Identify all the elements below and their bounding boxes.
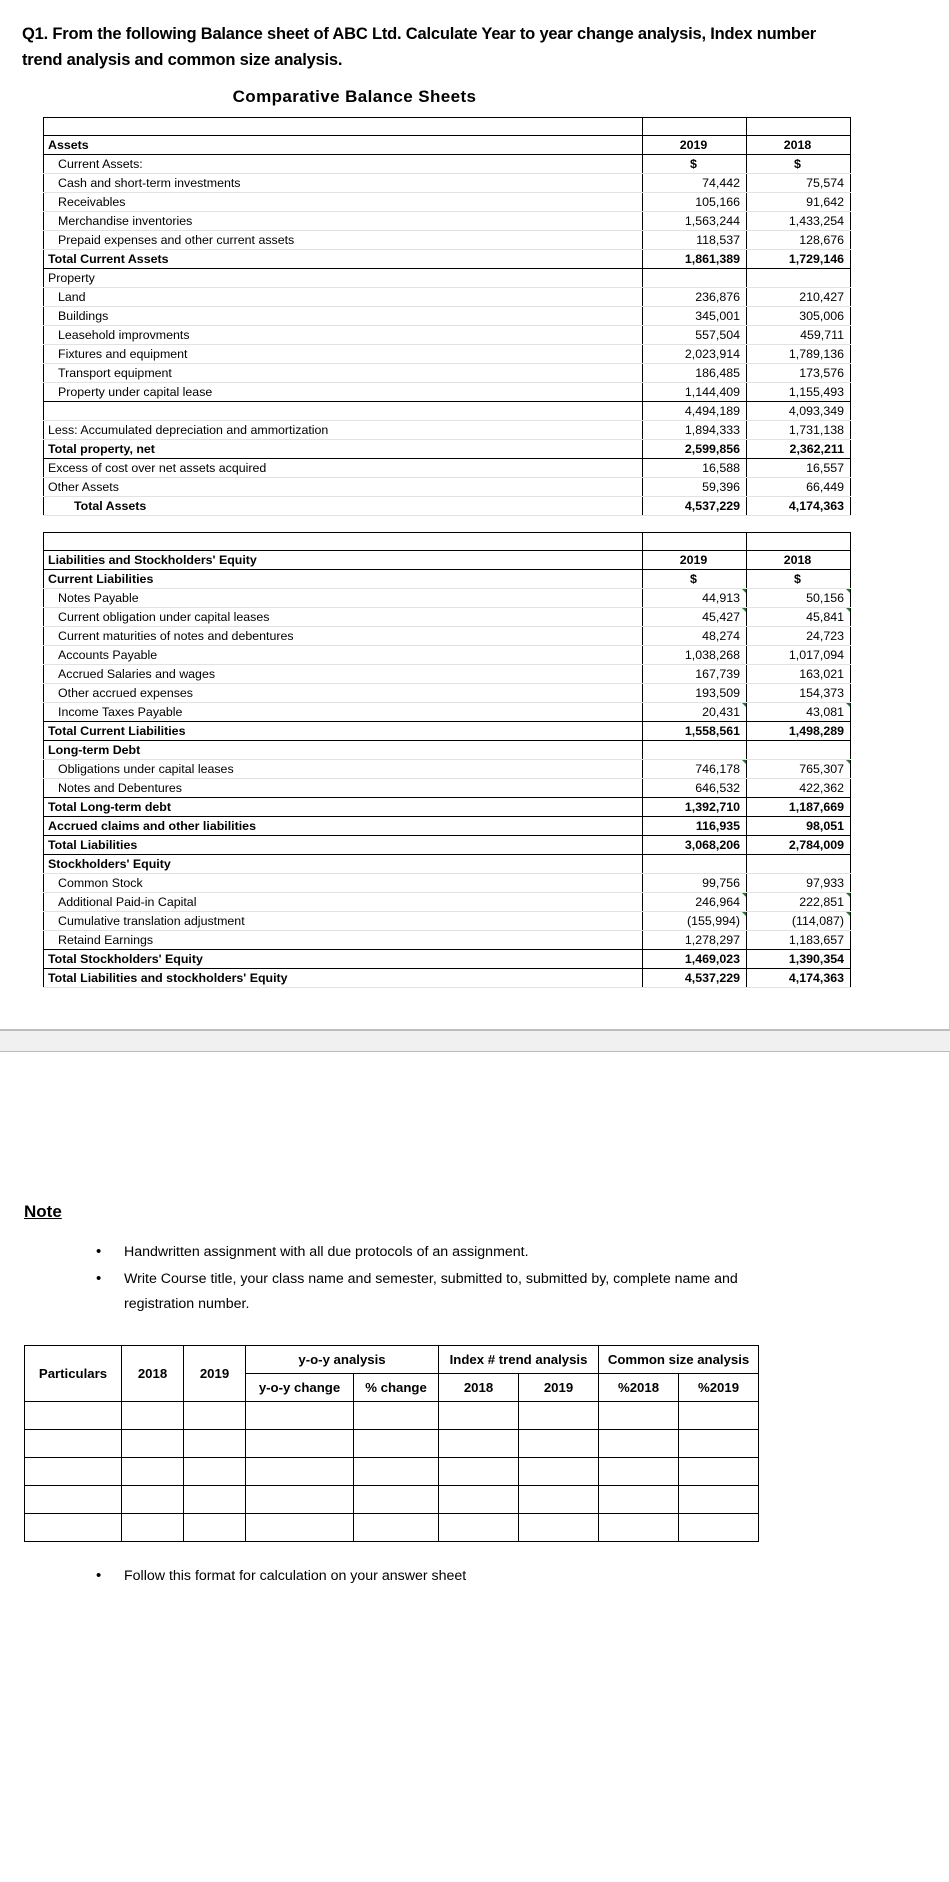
liabilities-gap-2018 <box>747 533 851 551</box>
analysis-cell-r0-c0[interactable] <box>25 1402 122 1430</box>
liabilities-row-9-label: Obligations under capital leases <box>44 760 643 779</box>
assets-row-11-label: Property under capital lease <box>44 383 643 402</box>
table-row <box>44 440 851 459</box>
page-two <box>0 1052 950 1882</box>
col-group-common-size: Common size analysis <box>599 1346 759 1374</box>
analysis-cell-r2-c3[interactable] <box>246 1458 354 1486</box>
liabilities-header-2019: 2019 <box>643 551 747 570</box>
assets-currency-2019: $ <box>643 155 747 174</box>
col-2018: 2018 <box>122 1346 184 1402</box>
analysis-cell-r1-c7[interactable] <box>599 1430 679 1458</box>
table-row <box>44 798 851 817</box>
liabilities-row-10-label: Notes and Debentures <box>44 779 643 798</box>
liabilities-row-18-2019: 1,278,297 <box>643 931 747 950</box>
assets-row-15-2018: 16,557 <box>747 459 851 478</box>
table-row <box>44 931 851 950</box>
col-common-2019: %2019 <box>679 1374 759 1402</box>
assets-row-6-label: Land <box>44 288 643 307</box>
assets-header-2018: 2018 <box>747 136 851 155</box>
liabilities-row-18-label: Retaind Earnings <box>44 931 643 950</box>
col-group-index-trend: Index # trend analysis <box>439 1346 599 1374</box>
assets-row-13-2018: 1,731,138 <box>747 421 851 440</box>
table-row <box>44 703 851 722</box>
analysis-empty-row[interactable] <box>25 1430 759 1458</box>
analysis-empty-row[interactable] <box>25 1514 759 1542</box>
liabilities-table <box>43 532 851 988</box>
liabilities-top-gap-row <box>44 533 851 551</box>
assets-row-7-label: Buildings <box>44 307 643 326</box>
liabilities-row-20-label: Total Liabilities and stockholders' Equity <box>44 969 643 988</box>
analysis-cell-r2-c2[interactable] <box>184 1458 246 1486</box>
liabilities-table-body <box>44 533 851 988</box>
assets-row-1-2018: 91,642 <box>747 193 851 212</box>
liabilities-row-15-label: Common Stock <box>44 874 643 893</box>
analysis-cell-r4-c8[interactable] <box>679 1514 759 1542</box>
assets-row-8-2018: 459,711 <box>747 326 851 345</box>
analysis-empty-row[interactable] <box>25 1458 759 1486</box>
col-common-2018: %2018 <box>599 1374 679 1402</box>
table-row <box>44 364 851 383</box>
table-row <box>44 307 851 326</box>
analysis-cell-r1-c8[interactable] <box>679 1430 759 1458</box>
assets-row-6-2018: 210,427 <box>747 288 851 307</box>
liabilities-row-13-2018: 2,784,009 <box>747 836 851 855</box>
col-particulars: Particulars <box>25 1346 122 1402</box>
table-row <box>44 288 851 307</box>
assets-row-12-2018: 4,093,349 <box>747 402 851 421</box>
liabilities-gap-2019 <box>643 533 747 551</box>
assets-row-17-2018: 4,174,363 <box>747 497 851 516</box>
assets-header-row <box>44 136 851 155</box>
analysis-cell-r2-c7[interactable] <box>599 1458 679 1486</box>
liabilities-row-14-2019 <box>643 855 747 874</box>
liabilities-row-19-2019: 1,469,023 <box>643 950 747 969</box>
table-row <box>44 589 851 608</box>
analysis-table-head <box>25 1346 759 1402</box>
assets-row-13-label: Less: Accumulated depreciation and ammortization <box>44 421 643 440</box>
liabilities-header-row <box>44 551 851 570</box>
table-row <box>44 497 851 516</box>
balance-sheet-title: Comparative Balance Sheets <box>232 87 477 107</box>
analysis-cell-r3-c4[interactable] <box>354 1486 439 1514</box>
assets-gap-2019 <box>643 118 747 136</box>
liabilities-row-16-label: Additional Paid-in Capital <box>44 893 643 912</box>
assets-currency-2018: $ <box>747 155 851 174</box>
col-index-2018: 2018 <box>439 1374 519 1402</box>
table-row <box>44 608 851 627</box>
assets-row-10-2019: 186,485 <box>643 364 747 383</box>
col-2019: 2019 <box>184 1346 246 1402</box>
liabilities-row-17-label: Cumulative translation adjustment <box>44 912 643 931</box>
assets-row-0-label: Cash and short-term investments <box>44 174 643 193</box>
assets-row-2-label: Merchandise inventories <box>44 212 643 231</box>
assets-row-8-2019: 557,504 <box>643 326 747 345</box>
table-row <box>44 874 851 893</box>
assets-row-11-2019: 1,144,409 <box>643 383 747 402</box>
liabilities-gap-label <box>44 533 643 551</box>
assets-row-12-label <box>44 402 643 421</box>
note-bullet-0: • Handwritten assignment with all due protocols of an assignment. <box>88 1240 768 1264</box>
assets-row-9-2018: 1,789,136 <box>747 345 851 364</box>
balance-sheet-container <box>0 117 949 988</box>
liabilities-row-5-2019: 193,509 <box>643 684 747 703</box>
analysis-cell-r0-c8[interactable] <box>679 1402 759 1430</box>
assets-row-4-2019: 1,861,389 <box>643 250 747 269</box>
assets-currency-label: Current Assets: <box>44 155 643 174</box>
analysis-cell-r4-c6[interactable] <box>519 1514 599 1542</box>
table-row <box>44 326 851 345</box>
analysis-cell-r1-c0[interactable] <box>25 1430 122 1458</box>
table-row <box>44 627 851 646</box>
assets-row-17-2019: 4,537,229 <box>643 497 747 516</box>
liabilities-row-10-2018: 422,362 <box>747 779 851 798</box>
liabilities-currency-2019: $ <box>643 570 747 589</box>
table-row <box>44 402 851 421</box>
analysis-cell-r4-c1[interactable] <box>122 1514 184 1542</box>
follow-format-note: • Follow this format for calculation on your answer sheet <box>0 1542 949 1584</box>
liabilities-row-0-label: Notes Payable <box>44 589 643 608</box>
liabilities-row-11-2018: 1,187,669 <box>747 798 851 817</box>
assets-row-7-2019: 345,001 <box>643 307 747 326</box>
assets-row-15-label: Excess of cost over net assets acquired <box>44 459 643 478</box>
analysis-cell-r2-c0[interactable] <box>25 1458 122 1486</box>
liabilities-row-12-label: Accrued claims and other liabilities <box>44 817 643 836</box>
table-row <box>44 383 851 402</box>
table-row <box>44 969 851 988</box>
table-row <box>44 212 851 231</box>
assets-row-13-2019: 1,894,333 <box>643 421 747 440</box>
liabilities-row-12-2019: 116,935 <box>643 817 747 836</box>
note-bullet-1: • Write Course title, your class name and semester, submitted to, submitted by, complete name and registration number. <box>88 1267 768 1316</box>
analysis-header-row-1 <box>25 1346 759 1374</box>
col-group-yoy: y-o-y analysis <box>246 1346 439 1374</box>
analysis-cell-r2-c5[interactable] <box>439 1458 519 1486</box>
table-row <box>44 760 851 779</box>
table-row <box>44 722 851 741</box>
analysis-cell-r2-c6[interactable] <box>519 1458 599 1486</box>
analysis-cell-r0-c6[interactable] <box>519 1402 599 1430</box>
assets-row-3-2018: 128,676 <box>747 231 851 250</box>
assets-row-9-label: Fixtures and equipment <box>44 345 643 364</box>
liabilities-row-17-2018: (114,087) <box>747 912 851 931</box>
table-row <box>44 779 851 798</box>
liabilities-row-1-2019: 45,427 <box>643 608 747 627</box>
analysis-table-body <box>25 1402 759 1542</box>
table-row <box>44 836 851 855</box>
liabilities-row-0-2019: 44,913 <box>643 589 747 608</box>
analysis-cell-r4-c5[interactable] <box>439 1514 519 1542</box>
table-row <box>44 950 851 969</box>
analysis-cell-r0-c4[interactable] <box>354 1402 439 1430</box>
analysis-cell-r1-c5[interactable] <box>439 1430 519 1458</box>
assets-row-4-2018: 1,729,146 <box>747 250 851 269</box>
liabilities-row-8-2019 <box>643 741 747 760</box>
liabilities-row-4-2019: 167,739 <box>643 665 747 684</box>
analysis-cell-r4-c3[interactable] <box>246 1514 354 1542</box>
assets-row-16-2018: 66,449 <box>747 478 851 497</box>
table-row <box>44 646 851 665</box>
analysis-cell-r4-c4[interactable] <box>354 1514 439 1542</box>
liabilities-row-3-2019: 1,038,268 <box>643 646 747 665</box>
analysis-cell-r1-c2[interactable] <box>184 1430 246 1458</box>
analysis-table <box>24 1345 759 1542</box>
liabilities-row-7-2019: 1,558,561 <box>643 722 747 741</box>
analysis-cell-r3-c6[interactable] <box>519 1486 599 1514</box>
liabilities-row-5-2018: 154,373 <box>747 684 851 703</box>
table-row <box>44 855 851 874</box>
liabilities-header-2018: 2018 <box>747 551 851 570</box>
analysis-cell-r1-c6[interactable] <box>519 1430 599 1458</box>
liabilities-row-17-2019: (155,994) <box>643 912 747 931</box>
analysis-cell-r2-c4[interactable] <box>354 1458 439 1486</box>
liabilities-row-20-2019: 4,537,229 <box>643 969 747 988</box>
analysis-cell-r3-c2[interactable] <box>184 1486 246 1514</box>
assets-row-15-2019: 16,588 <box>643 459 747 478</box>
liabilities-row-16-2018: 222,851 <box>747 893 851 912</box>
col-index-2019: 2019 <box>519 1374 599 1402</box>
assets-top-gap-row <box>44 118 851 136</box>
assets-row-14-label: Total property, net <box>44 440 643 459</box>
analysis-cell-r0-c2[interactable] <box>184 1402 246 1430</box>
table-row <box>44 345 851 364</box>
table-row <box>44 912 851 931</box>
liabilities-row-0-2018: 50,156 <box>747 589 851 608</box>
assets-row-14-2019: 2,599,856 <box>643 440 747 459</box>
analysis-cell-r4-c2[interactable] <box>184 1514 246 1542</box>
table-row <box>44 665 851 684</box>
col-pct-change: % change <box>354 1374 439 1402</box>
analysis-cell-r2-c8[interactable] <box>679 1458 759 1486</box>
liabilities-row-19-2018: 1,390,354 <box>747 950 851 969</box>
liabilities-row-15-2018: 97,933 <box>747 874 851 893</box>
analysis-empty-row[interactable] <box>25 1486 759 1514</box>
liabilities-row-14-label: Stockholders' Equity <box>44 855 643 874</box>
analysis-cell-r0-c7[interactable] <box>599 1402 679 1430</box>
assets-row-7-2018: 305,006 <box>747 307 851 326</box>
liabilities-row-19-label: Total Stockholders' Equity <box>44 950 643 969</box>
analysis-cell-r1-c4[interactable] <box>354 1430 439 1458</box>
analysis-cell-r4-c0[interactable] <box>25 1514 122 1542</box>
liabilities-row-5-label: Other accrued expenses <box>44 684 643 703</box>
liabilities-row-2-label: Current maturities of notes and debentures <box>44 627 643 646</box>
liabilities-row-9-2019: 746,178 <box>643 760 747 779</box>
assets-row-0-2018: 75,574 <box>747 174 851 193</box>
assets-row-11-2018: 1,155,493 <box>747 383 851 402</box>
assets-row-12-2019: 4,494,189 <box>643 402 747 421</box>
analysis-cell-r3-c3[interactable] <box>246 1486 354 1514</box>
assets-header-label: Assets <box>44 136 643 155</box>
liabilities-row-10-2019: 646,532 <box>643 779 747 798</box>
assets-row-9-2019: 2,023,914 <box>643 345 747 364</box>
analysis-cell-r3-c8[interactable] <box>679 1486 759 1514</box>
question-text: Q1. From the following Balance sheet of ABC Ltd. Calculate Year to year change analysis, Index number trend analysis and common size analysis. <box>22 25 817 69</box>
assets-row-2-2018: 1,433,254 <box>747 212 851 231</box>
table-row <box>44 421 851 440</box>
liabilities-row-1-label: Current obligation under capital leases <box>44 608 643 627</box>
liabilities-row-9-2018: 765,307 <box>747 760 851 779</box>
liabilities-row-2-2018: 24,723 <box>747 627 851 646</box>
analysis-table-container <box>0 1319 949 1542</box>
assets-row-10-2018: 173,576 <box>747 364 851 383</box>
assets-row-8-label: Leasehold improvments <box>44 326 643 345</box>
analysis-empty-row[interactable] <box>25 1402 759 1430</box>
assets-row-14-2018: 2,362,211 <box>747 440 851 459</box>
analysis-cell-r1-c1[interactable] <box>122 1430 184 1458</box>
analysis-cell-r0-c5[interactable] <box>439 1402 519 1430</box>
table-row <box>44 250 851 269</box>
liabilities-row-2-2019: 48,274 <box>643 627 747 646</box>
assets-row-5-2018 <box>747 269 851 288</box>
liabilities-row-12-2018: 98,051 <box>747 817 851 836</box>
liabilities-row-6-2018: 43,081 <box>747 703 851 722</box>
assets-row-1-label: Receivables <box>44 193 643 212</box>
assets-gap-label <box>44 118 643 136</box>
note-heading: Note <box>24 1202 62 1221</box>
liabilities-row-4-label: Accrued Salaries and wages <box>44 665 643 684</box>
table-row <box>44 893 851 912</box>
assets-row-5-2019 <box>643 269 747 288</box>
assets-table <box>43 117 851 516</box>
liabilities-row-8-label: Long-term Debt <box>44 741 643 760</box>
analysis-cell-r4-c7[interactable] <box>599 1514 679 1542</box>
liabilities-header-label: Liabilities and Stockholders' Equity <box>44 551 643 570</box>
assets-header-2019: 2019 <box>643 136 747 155</box>
liabilities-row-18-2018: 1,183,657 <box>747 931 851 950</box>
analysis-cell-r3-c0[interactable] <box>25 1486 122 1514</box>
assets-row-17-label: Total Assets <box>44 497 643 516</box>
liabilities-row-4-2018: 163,021 <box>747 665 851 684</box>
assets-row-10-label: Transport equipment <box>44 364 643 383</box>
table-row <box>44 459 851 478</box>
table-row <box>44 231 851 250</box>
liabilities-row-20-2018: 4,174,363 <box>747 969 851 988</box>
liabilities-row-15-2019: 99,756 <box>643 874 747 893</box>
assets-row-3-2019: 118,537 <box>643 231 747 250</box>
liabilities-row-1-2018: 45,841 <box>747 608 851 627</box>
assets-row-16-label: Other Assets <box>44 478 643 497</box>
liabilities-row-13-2019: 3,068,206 <box>643 836 747 855</box>
liabilities-row-3-label: Accounts Payable <box>44 646 643 665</box>
table-row <box>44 684 851 703</box>
liabilities-row-7-2018: 1,498,289 <box>747 722 851 741</box>
table-row <box>44 817 851 836</box>
assets-row-3-label: Prepaid expenses and other current assets <box>44 231 643 250</box>
assets-row-6-2019: 236,876 <box>643 288 747 307</box>
note-bullet-list <box>0 1240 949 1316</box>
liabilities-row-14-2018 <box>747 855 851 874</box>
assets-currency-row <box>44 155 851 174</box>
assets-row-2-2019: 1,563,244 <box>643 212 747 231</box>
liabilities-row-11-label: Total Long-term debt <box>44 798 643 817</box>
liabilities-row-3-2018: 1,017,094 <box>747 646 851 665</box>
liabilities-currency-row <box>44 570 851 589</box>
assets-row-0-2019: 74,442 <box>643 174 747 193</box>
analysis-cell-r3-c7[interactable] <box>599 1486 679 1514</box>
liabilities-row-7-label: Total Current Liabilities <box>44 722 643 741</box>
liabilities-row-11-2019: 1,392,710 <box>643 798 747 817</box>
table-row <box>44 741 851 760</box>
assets-gap-2018 <box>747 118 851 136</box>
table-spacer <box>43 516 851 532</box>
analysis-cell-r3-c1[interactable] <box>122 1486 184 1514</box>
liabilities-row-6-label: Income Taxes Payable <box>44 703 643 722</box>
table-row <box>44 174 851 193</box>
analysis-cell-r0-c3[interactable] <box>246 1402 354 1430</box>
analysis-cell-r2-c1[interactable] <box>122 1458 184 1486</box>
assets-table-body <box>44 118 851 516</box>
liabilities-currency-label: Current Liabilities <box>44 570 643 589</box>
liabilities-row-8-2018 <box>747 741 851 760</box>
col-yoy-change: y-o-y change <box>246 1374 354 1402</box>
table-row <box>44 478 851 497</box>
analysis-cell-r3-c5[interactable] <box>439 1486 519 1514</box>
liabilities-row-16-2019: 246,964 <box>643 893 747 912</box>
liabilities-row-6-2019: 20,431 <box>643 703 747 722</box>
liabilities-currency-2018: $ <box>747 570 851 589</box>
assets-row-4-label: Total Current Assets <box>44 250 643 269</box>
table-row <box>44 269 851 288</box>
table-row <box>44 193 851 212</box>
liabilities-row-13-label: Total Liabilities <box>44 836 643 855</box>
assets-row-5-label: Property <box>44 269 643 288</box>
analysis-cell-r0-c1[interactable] <box>122 1402 184 1430</box>
page-break-gap <box>0 1030 950 1052</box>
analysis-cell-r1-c3[interactable] <box>246 1430 354 1458</box>
assets-row-1-2019: 105,166 <box>643 193 747 212</box>
assets-row-16-2019: 59,396 <box>643 478 747 497</box>
